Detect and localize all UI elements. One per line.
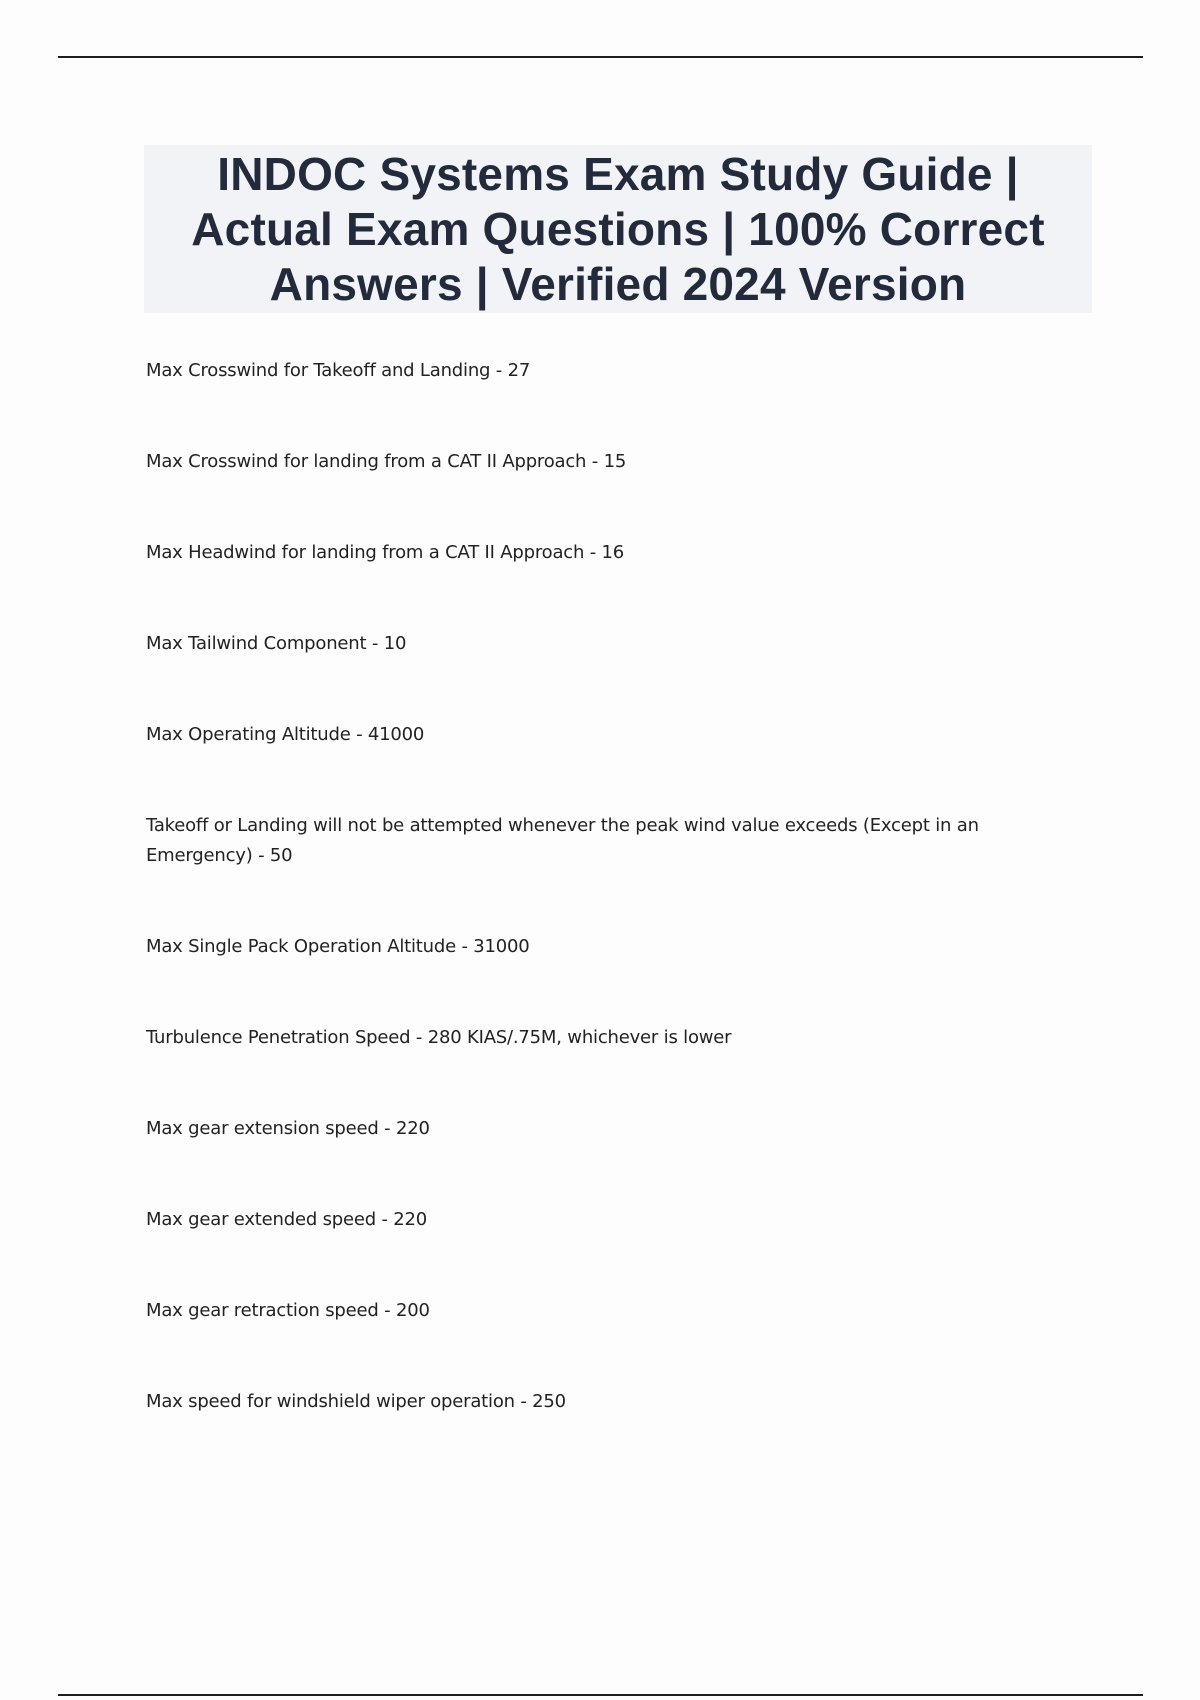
qa-item: Max speed for windshield wiper operation - 250 bbox=[146, 1391, 566, 1412]
qa-item: Max Operating Altitude - 41000 bbox=[146, 724, 425, 745]
qa-item: Max gear extension speed - 220 bbox=[146, 1118, 430, 1139]
qa-item: Max Crosswind for Takeoff and Landing - 27 bbox=[146, 360, 531, 381]
qa-item: Takeoff or Landing will not be attempted whenever the peak wind value exceeds (Except in an Emergency) - 50 bbox=[146, 815, 979, 866]
qa-item: Max gear retraction speed - 200 bbox=[146, 1300, 430, 1321]
title-banner bbox=[144, 145, 1092, 313]
qa-item: Max Headwind for landing from a CAT II Approach - 16 bbox=[146, 542, 625, 563]
qa-item: Max Crosswind for landing from a CAT II Approach - 15 bbox=[146, 451, 627, 472]
qa-item: Max gear extended speed - 220 bbox=[146, 1209, 428, 1230]
qa-item: Max Tailwind Component - 10 bbox=[146, 633, 407, 654]
qa-item: Max Single Pack Operation Altitude - 31000 bbox=[146, 936, 530, 957]
bottom-rule bbox=[58, 1694, 1143, 1696]
qa-item: Turbulence Penetration Speed - 280 KIAS/.75M, whichever is lower bbox=[146, 1027, 732, 1048]
top-rule bbox=[58, 56, 1143, 58]
document-title: INDOC Systems Exam Study Guide | Actual Exam Questions | 100% Correct Answers | Verified 2024 Version bbox=[191, 148, 1045, 310]
